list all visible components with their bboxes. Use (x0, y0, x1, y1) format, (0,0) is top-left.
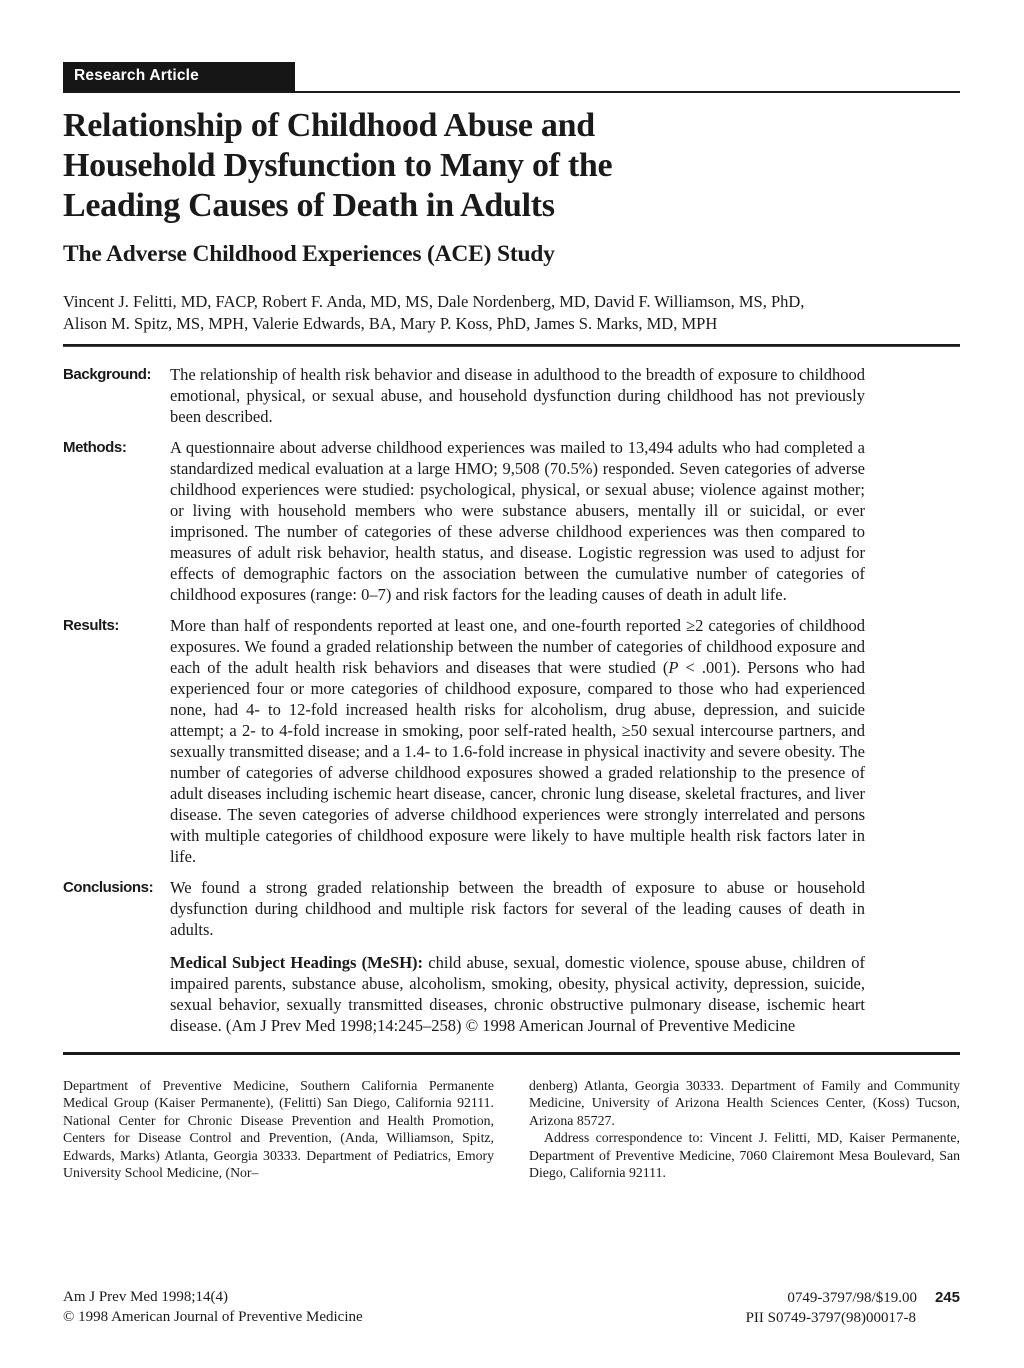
authors-divider-rule (63, 344, 960, 347)
issn-price: 0749-3797/98/$19.00 (787, 1290, 917, 1306)
journal-citation: Am J Prev Med 1998;14(4) (63, 1289, 228, 1305)
journal-footer-right (746, 1288, 960, 1328)
affiliations-right-paragraph: denberg) Atlanta, Georgia 30333. Department of Family and Community Medicine, University of Arizona Health Sciences Center, (Koss) Tucson, Arizona 85727. (529, 1077, 960, 1128)
abstract-section-methods (63, 437, 960, 605)
author-list (63, 291, 960, 335)
affiliations-right-column (529, 1077, 960, 1183)
article-subtitle: The Adverse Childhood Experiences (ACE) Study (63, 240, 555, 267)
background-text: The relationship of health risk behavior and disease in adulthood to the breadth of exposure to childhood emotional, physical, or sexual abuse, and household dysfunction during childhood has not previously been described. (170, 364, 865, 426)
background-label: Background: (63, 365, 152, 383)
mesh-headings-paragraph (170, 952, 865, 1036)
article-type-badge: Research Article (63, 62, 295, 91)
pii-line: PII S0749-3797(98)00017-8 (745, 1309, 916, 1326)
methods-text: A questionnaire about adverse childhood experiences was mailed to 13,494 adults who had completed a standardized medical evaluation at a large HMO; 9,508 (70.5%) responded. Seven categories of adverse childhood experiences were studied: psychological, physical, or sexual abuse; violence against mother; or living with household members who were substance abusers, mentally ill or suicidal, or ever imprisoned. The number of categories of these adverse childhood experiences was then compared to measures of adult risk behavior, health status, and disease. Logistic regression was used to adjust for effects of demographic factors on the association between the cumulative number of categories of childhood exposures (range: 0–7) and risk factors for the leading causes of death in adult life. (170, 437, 865, 604)
journal-footer-left (63, 1288, 363, 1328)
article-title (63, 106, 960, 226)
abstract-section-background (63, 364, 960, 427)
correspondence-paragraph: Address correspondence to: Vincent J. Felitti, MD, Kaiser Permanente, Department of Preventive Medicine, 7060 Clairemont Mesa Boulevard, San Diego, California 92111. (529, 1130, 960, 1181)
affiliations-left-column: Department of Preventive Medicine, Southern California Permanente Medical Group (Kaiser Permanente), (Felitti) San Diego, California 92111. National Center for Chronic Disease Prevention and Health Promotion, Centers for Disease Control and Prevention, (Anda, Williamson, Spitz, Edwards, Marks) Atlanta, Georgia 30333. Department of Pediatrics, Emory University School Medicine, (Nor– (63, 1077, 494, 1181)
abstract (63, 364, 960, 1036)
methods-label: Methods: (63, 438, 127, 456)
abstract-section-results (63, 615, 960, 867)
page-number: 245 (934, 1289, 960, 1306)
journal-footer (63, 1288, 960, 1328)
abstract-footer-divider-rule (63, 1052, 960, 1055)
article-title-line-3: Leading Causes of Death in Adults (63, 186, 555, 224)
issn-price-line (746, 1288, 960, 1309)
abstract-section-conclusions (63, 877, 960, 940)
article-type-rule (63, 62, 960, 93)
results-p-variable: P (668, 657, 679, 677)
article-title-line-1: Relationship of Childhood Abuse and (63, 106, 595, 144)
results-text-part-b: < .001). Persons who had experienced four or more categories of childhood exposure, compared to those who had experienced none, had 4- to 12-fold increased health risks for alcoholism, drug abuse, depression, and suicide attempt; a 2- to 4-fold increase in smoking, poor self-rated health, ≥50 sexual intercourse partners, and sexually transmitted disease; and a 1.4- to 1.6-fold increase in physical inactivity and severe obesity. The number of categories of adverse childhood exposures showed a graded relationship to the presence of adult diseases including ischemic heart disease, cancer, chronic lung disease, skeletal fractures, and liver disease. The seven categories of adverse childhood experiences were strongly interrelated and persons with multiple categories of childhood exposure were likely to have multiple health risk factors later in life. (170, 657, 865, 866)
affiliations-block (63, 1077, 960, 1183)
results-text (170, 615, 865, 867)
results-label: Results: (63, 616, 119, 634)
mesh-headings-terms: child abuse, sexual, domestic violence, spouse abuse, children of impaired parents, substance abuse, alcoholism, smoking, obesity, physical activity, depression, suicide, sexual behavior, sexually transmitted diseases, chronic obstructive pulmonary disease, ischemic heart disease. (Am J Prev Med 1998;14:245–258) © 1998 American Journal of Preventive Medicine (170, 952, 866, 1035)
results-text-part-a: More than half of respondents reported at least one, and one-fourth reported ≥2 categories of childhood exposures. We found a graded relationship between the number of categories of childhood exposure and each of the adult health risk behaviors and diseases that were studied ( (170, 615, 865, 677)
conclusions-label: Conclusions: (63, 878, 154, 896)
mesh-headings-label: Medical Subject Headings (MeSH): (170, 952, 424, 972)
article-title-line-2: Household Dysfunction to Many of the (63, 146, 613, 184)
conclusions-text: We found a strong graded relationship between the breadth of exposure to abuse or household dysfunction during childhood and multiple risk factors for several of the leading causes of death in adults. (170, 877, 865, 939)
journal-copyright: © 1998 American Journal of Preventive Medicine (63, 1308, 363, 1325)
author-list-line-2: Alison M. Spitz, MS, MPH, Valerie Edwards, BA, Mary P. Koss, PhD, James S. Marks, MD, MPH (63, 313, 718, 333)
author-list-line-1: Vincent J. Felitti, MD, FACP, Robert F. Anda, MD, MS, Dale Nordenberg, MD, David F. Williamson, MS, PhD, (63, 291, 805, 311)
